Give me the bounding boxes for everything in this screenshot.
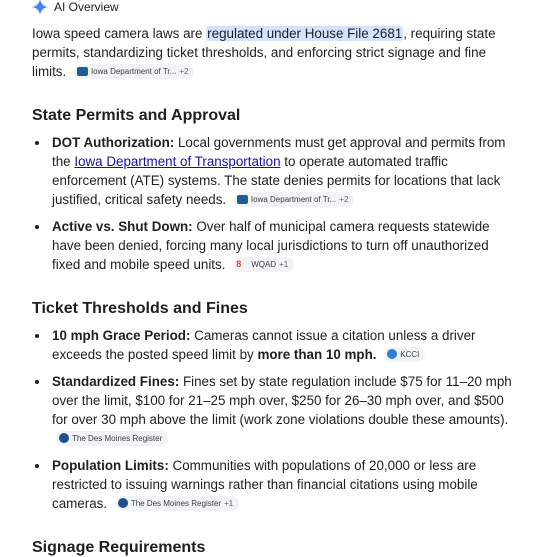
list-item: • DOT Authorization: Local governments must get approval and permits from the Iowa Department of Transportation to operate automated traffic enforcement (ATE) systems. The state denies permits for locations that lack justified, critical safety needs. Iowa Department of Tr... +2 <box>50 133 517 209</box>
iowa-dot-link[interactable]: Iowa Department of Transportation <box>74 154 281 169</box>
list-item: • Standardized Fines: Fines set by state regulation include $75 for 11–20 mph over the limit, $100 for 21–25 mph over, $250 for 26–30 mph over, and $500 for over 30 mph above the limit (work zone violations double these amounts). The Des Moines Register <box>50 372 517 448</box>
section-title: Signage Requirements <box>32 539 206 556</box>
list-item: • Population Limits: Communities with populations of 20,000 or less are restricted to issuing warnings rather than financial citations using mobile cameras. The Des Moines Register +1 <box>50 456 517 513</box>
source-chip[interactable]: Iowa Department of Tr... +2 <box>234 192 355 207</box>
wqad-logo-icon: 8 <box>236 258 242 269</box>
list-item: • Active vs. Shut Down: Over half of municipal camera requests statewide have been denied, forcing many local jurisdictions to turn off unauthorized fixed and mobile speed units. 8 WQAD +1 <box>50 217 517 274</box>
source-chip[interactable]: The Des Moines Register +1 <box>115 496 239 511</box>
source-chip[interactable]: The Des Moines Register <box>56 431 168 446</box>
sparkle-icon <box>32 0 48 15</box>
source-chip[interactable]: KCCI <box>384 347 425 362</box>
ai-overview-title: AI Overview <box>54 0 119 14</box>
list-item: • 10 mph Grace Period: Cameras cannot issue a citation unless a driver exceeds the posted speed limit by more than 10 mph. KCCI <box>50 326 517 364</box>
section-title: State Permits and Approval <box>32 107 241 124</box>
source-chip[interactable]: Iowa Department of Tr... +2 <box>74 64 195 79</box>
bullet-list <box>32 326 517 513</box>
des-moines-register-logo-icon <box>59 433 69 443</box>
ai-overview-header <box>32 0 517 16</box>
bullet-list <box>32 133 517 274</box>
highlighted-phrase[interactable]: regulated under House File 2681 <box>207 26 403 41</box>
source-chip[interactable]: 8 WQAD +1 <box>233 257 294 272</box>
kcci-logo-icon <box>387 349 397 359</box>
iowa-dot-logo-icon <box>237 195 248 204</box>
iowa-dot-logo-icon <box>77 67 88 76</box>
intro-paragraph: Iowa speed camera laws are regulated under House File 2681, requiring state permits, standardizing ticket thresholds, and enforcing strict signage and fine limits. Iowa Department of Tr... +2 <box>32 26 496 79</box>
section-title: Ticket Thresholds and Fines <box>32 300 248 317</box>
